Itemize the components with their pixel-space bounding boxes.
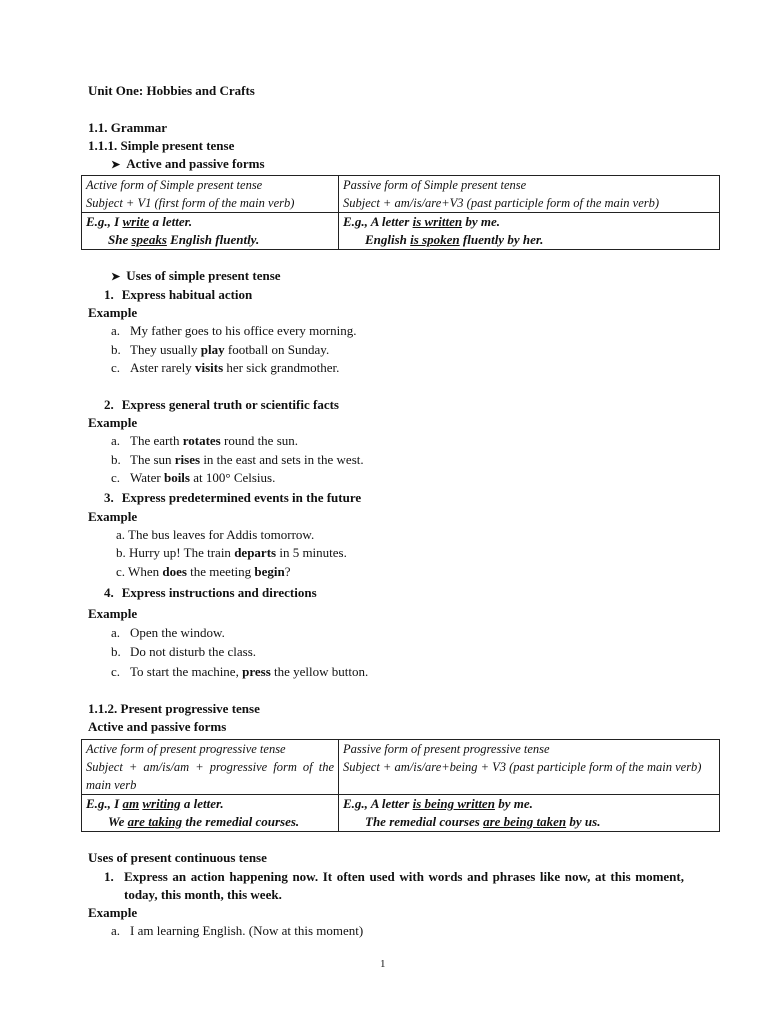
section-heading: Uses of present continuous tense: [88, 850, 267, 865]
list-item: b. The sun rises in the east and sets in the west.: [111, 452, 364, 467]
list-item: c. Aster rarely visits her sick grandmother.: [111, 360, 340, 375]
passive-form-header: Passive form of present progressive tense Subject + am/is/are+being + V3 (past participle form of the main verb): [339, 740, 720, 795]
list-item: c. To start the machine, press the yellow button.: [111, 664, 369, 679]
list-item: a. My father goes to his office every morning.: [111, 323, 357, 338]
use-heading: 3. Express predetermined events in the future: [104, 490, 362, 505]
arrow-bullet-icon: ➤: [111, 159, 121, 171]
active-examples: E.g., I am writing a letter. We are taking the remedial courses.: [82, 795, 339, 832]
simple-present-forms-table: [81, 175, 720, 250]
subsection-heading: 1.1.1. Simple present tense: [88, 138, 235, 153]
list-item: a. The earth rotates round the sun.: [111, 433, 299, 448]
arrow-bullet-icon: ➤: [111, 271, 121, 283]
list-item: a. Open the window.: [111, 625, 225, 640]
example-label: Example: [88, 415, 138, 430]
list-item: c. Water boils at 100° Celsius.: [111, 470, 276, 485]
present-progressive-forms-table: [81, 739, 720, 832]
use-heading: 2. Express general truth or scientific facts: [104, 397, 339, 412]
bullet-heading: ➤ Active and passive forms: [111, 156, 265, 171]
passive-examples: E.g., A letter is being written by me. The remedial courses are being taken by us.: [339, 795, 720, 832]
passive-examples: E.g., A letter is written by me. English is spoken fluently by her.: [339, 213, 720, 250]
example-label: Example: [88, 905, 138, 920]
example-label: Example: [88, 509, 138, 524]
page-number: 1: [380, 958, 386, 970]
active-form-header: Active form of Simple present tense Subject + V1 (first form of the main verb): [82, 176, 339, 213]
active-examples: E.g., I write a letter. She speaks English fluently.: [82, 213, 339, 250]
list-item: a. I am learning English. (Now at this moment): [111, 923, 364, 938]
example-label: Example: [88, 606, 138, 621]
list-item: b. Do not disturb the class.: [111, 644, 257, 659]
example-label: Example: [88, 305, 138, 320]
section-heading: 1.1. Grammar: [88, 120, 168, 135]
use-heading: 1. Express habitual action: [104, 287, 253, 302]
use-heading: 1. Express an action happening now. It often used with words and phrases like now, at this moment, today, this month, this week.: [104, 869, 684, 902]
list-item: a. The bus leaves for Addis tomorrow.: [116, 527, 315, 542]
list-item: b. They usually play football on Sunday.: [111, 342, 330, 357]
list-item: c. When does the meeting begin?: [116, 564, 291, 579]
active-form-header: Active form of present progressive tense Subject + am/is/am + progressive form of the main verb: [82, 740, 339, 795]
use-heading: 4. Express instructions and directions: [104, 585, 317, 600]
subsection-heading: 1.1.2. Present progressive tense: [88, 701, 260, 716]
unit-title: Unit One: Hobbies and Crafts: [88, 83, 255, 98]
bullet-heading: ➤ Uses of simple present tense: [111, 268, 281, 283]
passive-form-header: Passive form of Simple present tense Subject + am/is/are+V3 (past participle form of the main verb): [339, 176, 720, 213]
list-item: b. Hurry up! The train departs in 5 minutes.: [116, 545, 347, 560]
sub-heading: Active and passive forms: [88, 719, 227, 734]
